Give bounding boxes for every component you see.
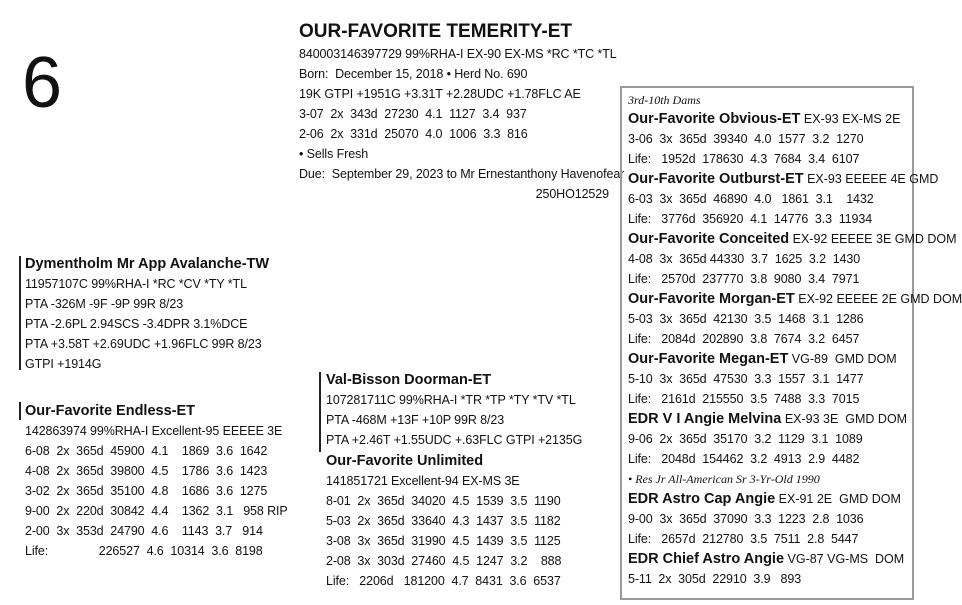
dam-4-name (628, 169, 939, 189)
dam-4-line: 6-03 3x 365d 46890 4.0 1861 3.1 1432 (628, 192, 874, 206)
dam-9-line: 9-00 3x 365d 37090 3.3 1223 2.8 1036 (628, 512, 864, 526)
animal-name: OUR-FAVORITE TEMERITY-ET (299, 21, 573, 42)
dam-4-line: Life: 3776d 356920 4.1 14776 3.3 11934 (628, 212, 873, 226)
dam-3-line: Life: 1952d 178630 4.3 7684 3.4 6107 (628, 152, 860, 166)
dam-7-name-rest: VG-89 GMD DOM (788, 352, 897, 366)
gdam-line: 3-08 3x 365d 31990 4.5 1439 3.5 1125 (326, 534, 561, 548)
dam-6-name-rest: EX-92 EEEEE 2E GMD DOM (794, 292, 962, 306)
main-line: Due: September 29, 2023 to Mr Ernestanthony Havenofear (299, 167, 625, 181)
dam-9-name (628, 489, 912, 509)
dam-8-line: 9-06 2x 365d 35170 3.2 1129 3.1 1089 (628, 432, 863, 446)
mgs-name: Val-Bisson Doorman-ET (326, 372, 492, 388)
dam-bracket (19, 402, 21, 420)
dam-name: Our-Favorite Endless-ET (25, 403, 196, 419)
mgs-line: 107281711C 99%RHA-I *TR *TP *TY *TV *TL (326, 393, 576, 407)
dam-5-name-rest: EX-92 EEEEE 3E GMD DOM (789, 232, 957, 246)
gdam-line: Life: 2206d 181200 4.7 8431 3.6 6537 (326, 574, 561, 588)
dam-4-name-rest: EX-93 EEEEE 4E GMD (803, 172, 939, 186)
dam-6-line: Life: 2084d 202890 3.8 7674 3.2 6457 (628, 332, 860, 346)
dam-10-name-bold: EDR Chief Astro Angie (628, 551, 785, 567)
sire-line: 11957107C 99%RHA-I *RC *CV *TY *TL (25, 277, 247, 291)
main-code: 250HO12529 (535, 187, 609, 201)
dam-3-name (628, 109, 912, 129)
main-line: Born: December 15, 2018 • Herd No. 690 (299, 67, 528, 81)
dams-box-content (628, 91, 962, 589)
dam-9-line: Life: 2657d 212780 3.5 7511 2.8 5447 (628, 532, 859, 546)
gdam-line: 8-01 2x 365d 34020 4.5 1539 3.5 1190 (326, 494, 561, 508)
gdam-line: 141851721 Excellent-94 EX-MS 3E (326, 474, 520, 488)
dam-line: 142863974 99%RHA-I Excellent-95 EEEEE 3E (25, 424, 283, 438)
dam-8-name (628, 409, 912, 429)
mgs-line: PTA +2.46T +1.55UDC +.63FLC GTPI +2135G (326, 433, 583, 447)
dam-4-name-bold: Our-Favorite Outburst-ET (628, 171, 804, 187)
dam-line: 4-08 2x 365d 39800 4.5 1786 3.6 1423 (25, 464, 268, 478)
dam-note: • Res Jr All-American Sr 3-Yr-Old 1990 (628, 472, 820, 486)
dam-10-name-rest: VG-87 VG-MS DOM (784, 552, 905, 566)
dam-block (25, 401, 315, 561)
dam-line: Life: 226527 4.6 10314 3.6 8198 (25, 544, 263, 558)
dam-8-name-bold: EDR V I Angie Melvina (628, 411, 782, 427)
sire-block (25, 254, 295, 374)
gdam-name: Our-Favorite Unlimited (326, 453, 484, 469)
main-line: 2-06 2x 331d 25070 4.0 1006 3.3 816 (299, 127, 528, 141)
dam-3-name-bold: Our-Favorite Obvious-ET (628, 111, 801, 127)
dam-7-line: 5-10 3x 365d 47530 3.3 1557 3.1 1477 (628, 372, 864, 386)
sire-line: GTPI +1914G (25, 357, 102, 371)
mgs-block (326, 370, 616, 450)
sire-line: PTA +3.58T +2.69UDC +1.96FLC 99R 8/23 (25, 337, 262, 351)
sire-line: PTA -2.6PL 2.94SCS -3.4DPR 3.1%DCE (25, 317, 248, 331)
mgs-bracket (319, 372, 321, 452)
dam-5-name-bold: Our-Favorite Conceited (628, 231, 790, 247)
dam-line: 6-08 2x 365d 45900 4.1 1869 3.6 1642 (25, 444, 268, 458)
dam-9-name-rest: EX-91 2E GMD DOM (775, 492, 901, 506)
dam-6-line: 5-03 3x 365d 42130 3.5 1468 3.1 1286 (628, 312, 864, 326)
main-line: • Sells Fresh (299, 147, 369, 161)
main-line: 19K GTPI +1951G +3.31T +2.28UDC +1.78FLC AE (299, 87, 581, 101)
dam-line: 3-02 2x 365d 35100 4.8 1686 3.6 1275 (25, 484, 268, 498)
dam-5-name (628, 229, 957, 249)
dam-9-name-bold: EDR Astro Cap Angie (628, 491, 776, 507)
dam-7-line: Life: 2161d 215550 3.5 7488 3.3 7015 (628, 392, 860, 406)
sire-line: PTA -326M -9F -9P 99R 8/23 (25, 297, 184, 311)
main-line: 3-07 2x 343d 27230 4.1 1127 3.4 937 (299, 107, 527, 121)
dam-8-name-rest: EX-93 3E GMD DOM (781, 412, 908, 426)
dam-6-name (628, 289, 962, 309)
dam-7-name-bold: Our-Favorite Megan-ET (628, 351, 789, 367)
dam-6-name-bold: Our-Favorite Morgan-ET (628, 291, 795, 307)
lot-number: 6 (22, 43, 63, 123)
sire-name: Dymentholm Mr App Avalanche-TW (25, 256, 270, 272)
dam-5-line: 4-08 3x 365d 44330 3.7 1625 3.2 1430 (628, 252, 861, 266)
gdam-block (326, 451, 616, 591)
main-info (299, 44, 625, 204)
dam-3-name-rest: EX-93 EX-MS 2E (800, 112, 901, 126)
dam-line: 9-00 2x 220d 30842 4.4 1362 3.1 958 RIP (25, 504, 288, 518)
dam-5-line: Life: 2570d 237770 3.8 9080 3.4 7971 (628, 272, 860, 286)
dam-10-line: 5-11 2x 305d 22910 3.9 893 (628, 572, 802, 586)
dam-7-name (628, 349, 912, 369)
dam-8-line: Life: 2048d 154462 3.2 4913 2.9 4482 (628, 452, 860, 466)
mgs-line: PTA -468M +13F +10P 99R 8/23 (326, 413, 505, 427)
sire-bracket (19, 256, 21, 370)
gdam-line: 5-03 2x 365d 33640 4.3 1437 3.5 1182 (326, 514, 561, 528)
gdam-line: 2-08 3x 303d 27460 4.5 1247 3.2 888 (326, 554, 562, 568)
dams-box-header: 3rd-10th Dams (628, 93, 701, 107)
dam-10-name (628, 549, 912, 569)
main-line: 840003146397729 99%RHA-I EX-90 EX-MS *RC *TC *TL (299, 47, 617, 61)
dam-3-line: 3-06 3x 365d 39340 4.0 1577 3.2 1270 (628, 132, 864, 146)
dam-line: 2-00 3x 353d 24790 4.6 1143 3.7 914 (25, 524, 263, 538)
